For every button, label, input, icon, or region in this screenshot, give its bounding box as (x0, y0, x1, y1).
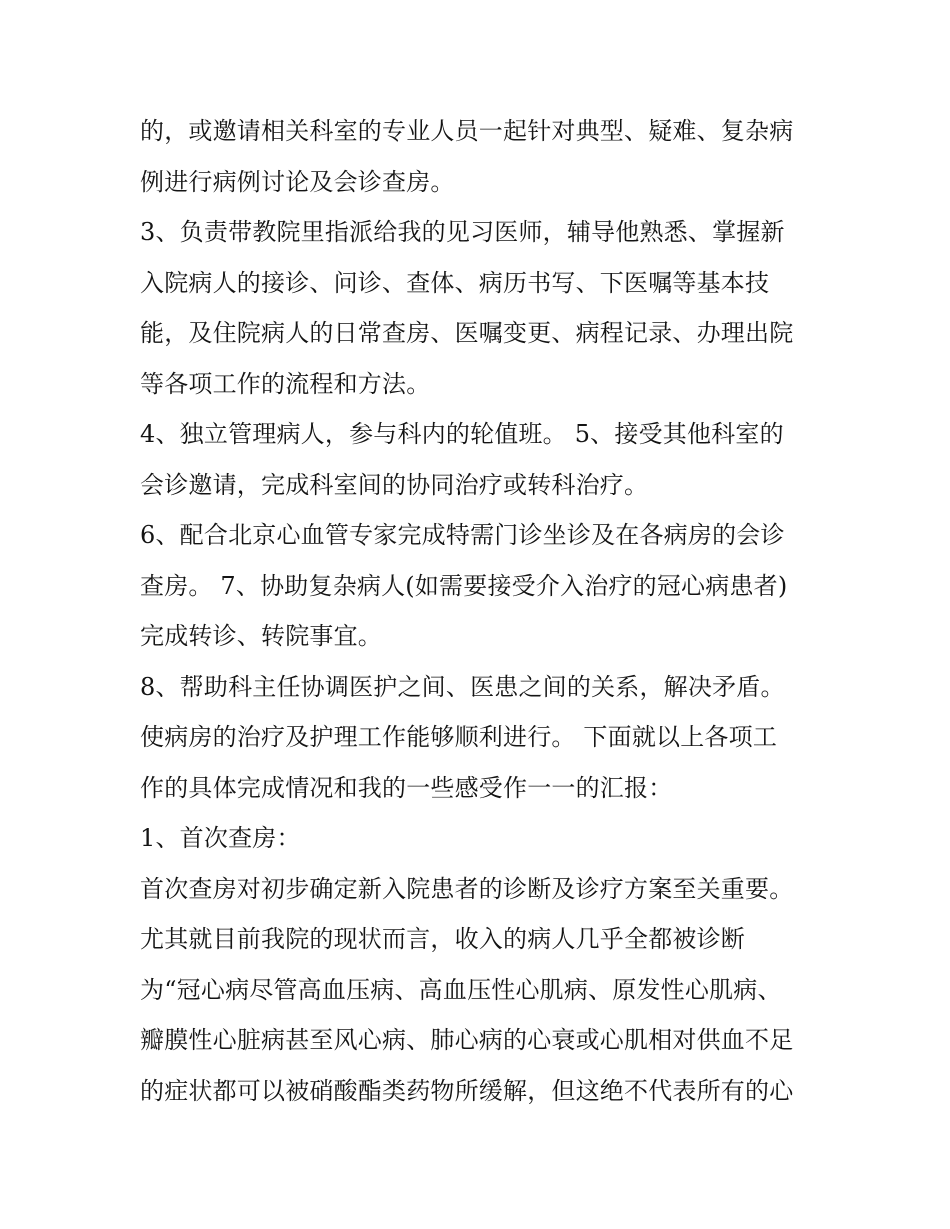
text-line: 等各项工作的流程和方法。 (140, 369, 431, 398)
text-line: 的，或邀请相关科室的专业人员一起针对典型、疑难、复杂病 (140, 117, 794, 145)
text-line: 查房。 7、协助复杂病人(如需要接受介入治疗的冠心病患者) (140, 571, 788, 600)
text-line: 尤其就目前我院的现状而言，收入的病人几乎全都被诊断 (140, 925, 745, 953)
text-line: 为“冠心病尽管高血压病、高血压性心肌病、原发性心肌病、 (140, 975, 782, 1004)
body-text (140, 106, 840, 1116)
text-line: 例进行病例讨论及会诊查房。 (140, 167, 455, 196)
text-line: 完成转诊、转院事宜。 (140, 622, 382, 650)
text-line: 首次查房对初步确定新入院患者的诊断及诊疗方案至关重要。 (140, 874, 794, 903)
text-line: 会诊邀请，完成科室间的协同治疗或转科治疗。 (140, 470, 649, 499)
text-line: 1、首次查房： (140, 824, 301, 852)
text-line: 使病房的治疗及护理工作能够顺利进行。 下面就以上各项工 (140, 723, 778, 751)
text-line: 6、配合北京心血管专家完成特需门诊坐诊及在各病房的会诊 (140, 521, 785, 549)
text-line: 入院病人的接诊、问诊、查体、病历书写、下医嘱等基本技 (140, 268, 770, 297)
text-line: 的症状都可以被硝酸酯类药物所缓解，但这绝不代表所有的心 (140, 1076, 794, 1105)
text-line: 作的具体完成情况和我的一些感受作一一的汇报： (140, 773, 673, 802)
text-line: 瓣膜性心脏病甚至风心病、肺心病的心衰或心肌相对供血不足 (140, 1026, 794, 1054)
text-line: 3、负责带教院里指派给我的见习医师，辅导他熟悉、掌握新 (140, 218, 785, 246)
text-line: 能，及住院病人的日常查房、医嘱变更、病程记录、办理出院 (140, 319, 794, 347)
text-line: 8、帮助科主任协调医护之间、医患之间的关系，解决矛盾。 (140, 672, 785, 701)
text-line: 4、独立管理病人，参与科内的轮值班。 5、接受其他科室的 (140, 420, 784, 448)
